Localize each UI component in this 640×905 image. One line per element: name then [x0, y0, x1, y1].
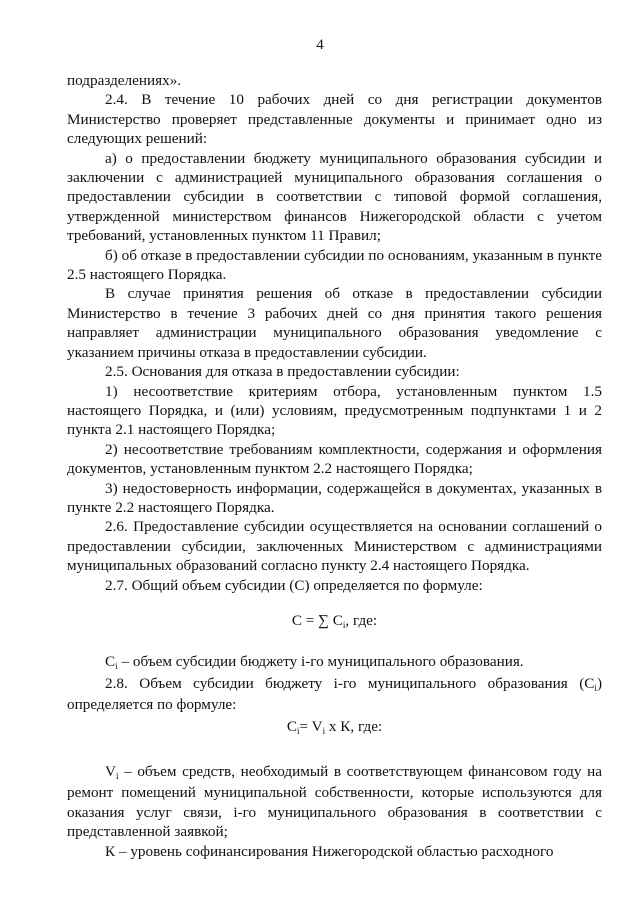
page-number: 4 — [316, 37, 324, 53]
paragraph-2-4: 2.4. В течение 10 рабочих дней со дня регистрации документов Министерство проверяет представленные документы и принимает одно из следующих решений: — [67, 91, 602, 148]
paragraph-ground-2: 2) несоответствие требованиям комплектности, содержания и оформления документов, установленным пунктом 2.2 настоящего Порядка; — [67, 440, 602, 478]
paragraph-2-6: 2.6. Предоставление субсидии осуществляется на основании соглашений о предоставлении субсидии, заключенных Министерством с администрациями муниципальных образований согласно пункту 2.4 настоящего Порядка. — [67, 518, 602, 575]
ci-definition-text: – объем субсидии бюджету i-го муниципального образования. — [117, 653, 524, 671]
paragraph-ground-3: 3) недостоверность информации, содержащейся в документах, указанных в пункте 2.2 настоящего Порядка. — [67, 479, 602, 516]
vi-subscript: i — [115, 771, 119, 781]
paragraph-2-5: 2.5. Основания для отказа в предоставлении субсидии: — [105, 363, 460, 381]
formula-total-subscript: i — [342, 619, 346, 630]
paragraph-k-definition: К – уровень софинансирования Нижегородской областью расходного — [105, 842, 554, 860]
formula-total-subsidy — [67, 611, 602, 632]
formula-ci-symbol: С — [286, 717, 297, 735]
paragraph-vi-definition — [67, 762, 602, 842]
formula-municipal-subsidy — [67, 717, 602, 738]
paragraph-continuation: подразделениях». — [67, 72, 182, 89]
paragraph-decision-a: а) о предоставлении бюджету муниципального образования субсидии и заключении с администрацией муниципального образования соглашения о предоставлении субсидии в соответствии с типовой формой соглашения, утвержденной министерством финансов Нижегородской области с учетом требований, установленных пунктом 11 Правил; — [67, 149, 602, 245]
formula-rhs: х К, где: — [325, 717, 383, 735]
ci-symbol: С — [105, 653, 116, 671]
paragraph-decision-b: б) об отказе в предоставлении субсидии по основаниям, указанным в пункте 2.5 настоящего Порядка. — [67, 246, 602, 284]
paragraph-ground-1: 1) несоответствие критериям отбора, установленным пунктом 1.5 настоящего Порядка, и (или) условиям, предусмотренным подпунктами 1 и 2 пункта 2.1 настоящего Порядка; — [67, 382, 602, 439]
paragraph-2-8 — [67, 674, 602, 715]
formula-total-lhs: С = ∑ С — [291, 611, 343, 629]
paragraph-2-7: 2.7. Общий объем субсидии (С) определяется по формуле: — [105, 576, 483, 594]
vi-symbol: V — [105, 763, 116, 780]
formula-ci-subscript: i — [296, 725, 300, 736]
ci-subscript: i — [115, 661, 118, 672]
paragraph-2-8-before: 2.8. Объем субсидии бюджету i-го муниципального образования (С — [105, 674, 595, 692]
paragraph-ci-definition — [67, 652, 602, 673]
paragraph-2-8-after: ) определяется по формуле: — [67, 674, 602, 714]
paragraph-refusal-notice: В случае принятия решения об отказе в предоставлении субсидии Министерство в течение 3 рабочих дней со дня принятия такого решения направляет администрации муниципального образования уведомление с указанием причины отказа в предоставлении субсидии. — [67, 285, 602, 361]
paragraph-2-8-subscript: i — [594, 682, 597, 693]
formula-vi-subscript: i — [322, 725, 326, 736]
document-body — [67, 71, 602, 861]
formula-equals-v: = V — [299, 717, 323, 735]
formula-total-rhs: , где: — [345, 611, 378, 629]
vi-definition-text: – объем средств, необходимый в соответствующем финансовом году на ремонт помещений муниципальной собственности, которые используются для оказания услуг связи, i-го муниципального образования в соответствии с представленной заявкой; — [67, 763, 602, 841]
